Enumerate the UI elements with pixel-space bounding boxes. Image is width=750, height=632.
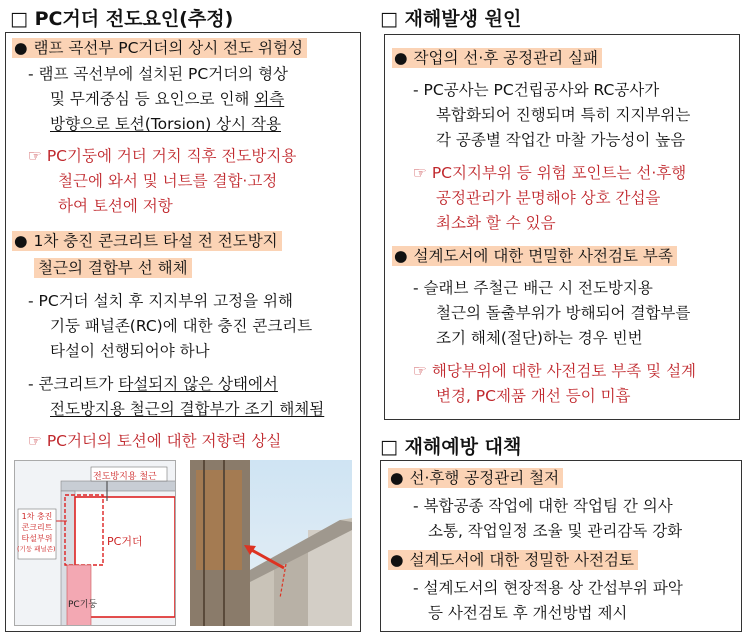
- label-column: PC기둥: [68, 600, 98, 610]
- bullet-dot: ●: [390, 551, 404, 569]
- label-fill-line: 콘크리트: [21, 523, 53, 532]
- right-section-title-cause: □ 재해발생 원인: [380, 8, 522, 30]
- text-line: 각 공종별 작업간 마찰 가능성이 높음: [436, 131, 686, 149]
- text-fragment: 및 무게중심 등 요인으로 인해: [50, 90, 255, 108]
- text-fragment: - 콘크리트가: [28, 375, 119, 393]
- bullet-dot: ●: [14, 39, 28, 57]
- text-line: 등 사전검토 후 개선방법 제시: [428, 604, 628, 622]
- red-note-line: 하여 토션에 저항: [58, 197, 173, 215]
- text-line: 기둥 패널존(RC)에 대한 충진 콘크리트: [50, 317, 313, 335]
- left-section-title: □ PC거더 전도요인(추정): [10, 8, 234, 30]
- red-note-line: ☞ 해당부위에 대한 사전검토 부족 및 설계: [413, 362, 697, 380]
- bullet-early-dismantle: [12, 231, 282, 251]
- bullet-design-review: [392, 246, 677, 266]
- bullet-text: 철근의 결합부 선 해체: [34, 258, 192, 278]
- bullet-text: 1차 충진 콘크리트 타설 전 전도방지: [33, 232, 278, 250]
- label-fill-line: 1차 충진: [21, 512, 53, 521]
- underlined-line: 전도방지용 철근의 결합부가 조기 해체됨: [50, 400, 325, 418]
- text-line: - PC공사는 PC건립공사와 RC공사가: [413, 81, 660, 99]
- label-fill-zone: [19, 511, 55, 555]
- text-line: 타설이 선행되어야 하나: [50, 342, 210, 360]
- red-note-line: 최소화 할 수 있음: [436, 214, 556, 232]
- bullet-continuation: [34, 258, 192, 278]
- text-line: - 설계도서의 현장적용 상 간섭부위 파악: [413, 579, 683, 597]
- text-line: [50, 89, 284, 109]
- bullet-text: 설계도서에 대한 정밀한 사전검토: [409, 551, 634, 569]
- bullet-text: 램프 곡선부 PC거더의 상시 전도 위험성: [33, 39, 303, 57]
- red-note-line: 철근에 와서 및 너트를 결합·고정: [58, 172, 278, 190]
- bullet-dot: ●: [394, 49, 408, 67]
- red-note-line: ☞ PC지지부위 등 위험 포인트는 선·후행: [413, 164, 687, 182]
- underlined-text: 외측: [254, 90, 285, 108]
- text-line: - PC거더 설치 후 지지부위 고정을 위해: [28, 292, 293, 310]
- right-section-title-prevention: □ 재해예방 대책: [380, 436, 522, 458]
- bullet-text: 작업의 선·후 공정관리 실패: [413, 49, 598, 67]
- label-girder: PC거더: [107, 535, 143, 548]
- red-note-line: 공정관리가 분명해야 상호 간섭을: [436, 189, 661, 207]
- underlined-line: 방향으로 토션(Torsion) 상시 작용: [50, 115, 281, 133]
- bullet-process-failure: [392, 48, 602, 68]
- text-line: - 램프 곡선부에 설치된 PC거더의 형상: [28, 65, 289, 83]
- girder-diagram: [14, 460, 176, 626]
- bullet-dot: ●: [390, 469, 404, 487]
- text-line: 철근의 돌출부위가 방해되어 결합부를: [436, 304, 691, 322]
- label-fill-line: (기둥 패널존): [17, 545, 56, 553]
- bullet-dot: ●: [14, 232, 28, 250]
- bullet-text: 선·후행 공정관리 철저: [409, 469, 560, 487]
- text-line: 조기 해체(절단)하는 경우 빈번: [436, 329, 643, 347]
- red-note-line: ☞ PC거더의 토션에 대한 저항력 상실: [28, 432, 282, 450]
- underlined-text: 타설되지 않은 상태에서: [118, 375, 278, 393]
- text-line: - 슬래브 주철근 배근 시 전도방지용: [413, 279, 653, 297]
- site-photo-drawing: [190, 460, 352, 626]
- bullet-torsion-risk: [12, 38, 307, 58]
- bullet-precise-review: [388, 550, 638, 570]
- label-fill-line: 타설부위: [21, 534, 53, 543]
- bullet-text: 설계도서에 대한 면밀한 사전검토 부족: [413, 247, 673, 265]
- text-line: 복합화되어 진행되며 특히 지지부위는: [436, 106, 691, 124]
- label-rebar: 전도방지용 철근: [93, 472, 157, 482]
- red-note-line: ☞ PC기둥에 거더 거치 직후 전도방지용: [28, 147, 297, 165]
- bullet-dot: ●: [394, 247, 408, 265]
- text-line: - 복합공종 작업에 대한 작업팀 간 의사: [413, 497, 673, 515]
- bullet-process-control: [388, 468, 563, 488]
- text-line: [28, 374, 278, 394]
- site-photo: [190, 460, 352, 626]
- red-note-line: 변경, PC제품 개선 등이 미흡: [436, 387, 631, 405]
- text-line: 소통, 작업일정 조율 및 관리감독 강화: [428, 522, 683, 540]
